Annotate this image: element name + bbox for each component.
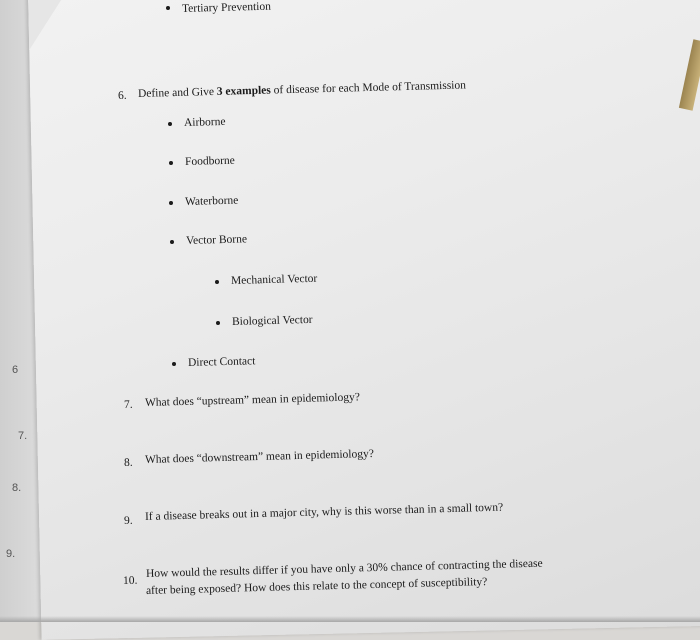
question-9-text: If a disease breaks out in a major city, why is this worse than in a small town?	[144, 501, 504, 523]
bullet	[168, 122, 172, 126]
item-foodborne: Foodborne	[184, 154, 235, 168]
bullet	[170, 240, 174, 244]
question-10-number: 10.	[122, 574, 138, 587]
bullet	[216, 321, 220, 325]
question-10-line-1: How would the results differ if you have only a 30% chance of contracting the disease	[145, 557, 543, 580]
question-6-bold: 3 examples	[216, 84, 271, 98]
item-mechanical-vector: Mechanical Vector	[230, 272, 318, 287]
question-6-post: of disease for each Mode of Transmission	[270, 79, 467, 97]
margin-number-8: 8.	[12, 482, 22, 494]
item-airborne: Airborne	[183, 115, 226, 129]
bullet	[169, 201, 173, 205]
question-7-number: 7.	[123, 398, 133, 411]
item-waterborne: Waterborne	[184, 194, 239, 208]
question-10-line-2: after being exposed? How does this relate to the concept of susceptibility?	[145, 576, 488, 597]
item-direct-contact: Direct Contact	[187, 355, 256, 369]
item-vector-borne: Vector Borne	[185, 233, 248, 247]
question-7-text: What does “upstream” mean in epidemiology?	[144, 391, 361, 409]
margin-number-9: 9.	[6, 548, 16, 560]
page-corner	[28, 0, 69, 50]
question-8-number: 8.	[123, 456, 133, 469]
bullet	[215, 280, 219, 284]
margin-number-6: 6	[12, 364, 19, 376]
question-9-number: 9.	[123, 514, 133, 527]
page-bottom-shadow	[0, 616, 700, 622]
item-biological-vector: Biological Vector	[231, 313, 313, 328]
tertiary-prevention-item: Tertiary Prevention	[181, 0, 272, 15]
bullet	[169, 161, 173, 165]
worksheet-page	[28, 0, 700, 640]
bullet	[172, 362, 176, 366]
margin-number-7: 7.	[18, 430, 28, 442]
bullet	[166, 6, 170, 10]
question-6-pre: Define and Give	[137, 85, 218, 100]
question-8-text: What does “downstream” mean in epidemiology?	[144, 448, 375, 466]
question-6-number: 6.	[117, 89, 127, 102]
